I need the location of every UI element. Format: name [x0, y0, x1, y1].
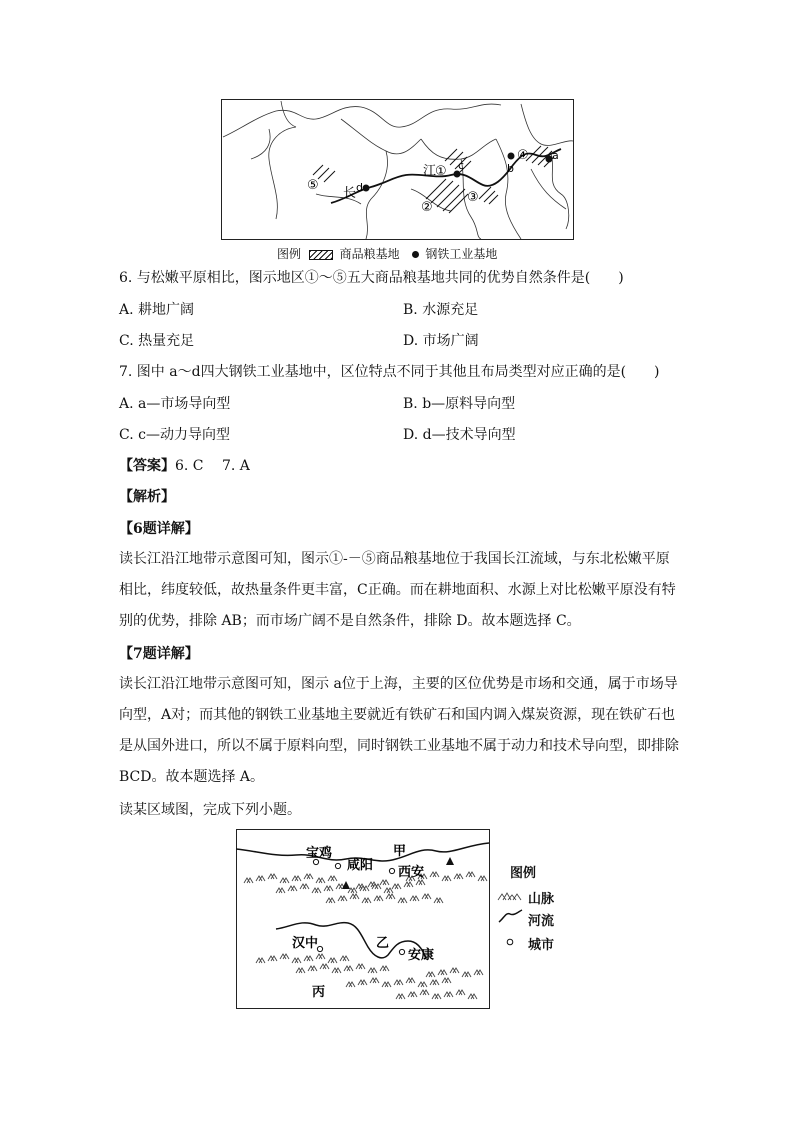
label-jia: 甲 — [393, 844, 407, 859]
label-jiang: 江 — [423, 164, 437, 179]
q6-option-b: B. 水源充足 — [403, 302, 479, 318]
label-xianyang: 咸阳 — [347, 858, 374, 873]
steel-base-b — [508, 153, 515, 160]
city-ankang-dot — [399, 949, 404, 954]
city-xianyang-dot — [335, 863, 340, 868]
label-d: d — [356, 181, 363, 194]
legend2-river: 河流 — [528, 914, 555, 929]
label-c: c — [458, 159, 465, 172]
label-ankang: 安康 — [408, 948, 435, 963]
legend-title: 图例 — [277, 247, 302, 261]
label-n4: ④ — [517, 148, 529, 163]
region-map-legend — [496, 858, 566, 958]
legend2-mountain: 山脉 — [528, 892, 555, 907]
region-map-svg — [236, 829, 490, 1009]
q7-stem: 7. 图中 a～d四大钢铁工业基地中，区位特点不同于其他且布局类型对应正确的是( ) — [119, 364, 660, 380]
legend2-title: 图例 — [510, 866, 537, 881]
label-n3: ③ — [467, 190, 479, 205]
yangtze-map-svg — [221, 99, 574, 240]
label-xian: 西安 — [398, 865, 425, 880]
label-yi: 乙 — [376, 936, 390, 951]
q7-option-b: B. b—原料导向型 — [403, 396, 516, 412]
q6-option-a: A. 耕地广阔 — [119, 302, 195, 318]
label-a: a — [552, 149, 559, 162]
label-n2: ② — [421, 200, 433, 215]
mountain-legend-icon — [496, 888, 524, 902]
intro-text: 读某区域图，完成下列小题。 — [119, 802, 301, 818]
legend-grain: 商品粮基地 — [339, 247, 400, 261]
detail-6-text: 读长江沿江地带示意图可知，图示①-－⑤商品粮基地位于我国长江流域，与东北松嫩平原相比，纬度较低，故热量条件更丰富，C正确。而在耕地面积、水源上对比松嫩平原没有特别的优势，排除 AB；而市场广阔不是自然条件，排除 D。故本题选择 C。 — [119, 551, 676, 629]
label-n1: ① — [435, 164, 447, 179]
label-hanzhong: 汉中 — [292, 936, 319, 951]
q7-option-d: D. d—技术导向型 — [403, 427, 516, 443]
analysis-label: 【解析】 — [119, 489, 175, 505]
label-n5: ⑤ — [307, 178, 319, 193]
q6-stem: 6. 与松嫩平原相比，图示地区①～⑤五大商品粮基地共同的优势自然条件是( ) — [119, 270, 624, 286]
steel-base-d — [363, 185, 370, 192]
region-map — [236, 829, 490, 1009]
city-hanzhong-dot — [317, 946, 322, 951]
grain-hatch-icon — [309, 250, 333, 260]
city-legend-icon — [504, 936, 516, 948]
q6-option-d: D. 市场广阔 — [403, 333, 479, 349]
river-legend-icon — [496, 908, 524, 926]
detail-7-label: 【7题详解】 — [119, 646, 199, 662]
detail-6-label: 【6题详解】 — [119, 521, 199, 537]
label-b: b — [507, 162, 514, 175]
city-xian-dot — [389, 868, 394, 873]
q6-option-c: C. 热量充足 — [119, 333, 195, 349]
yangtze-map-legend — [277, 245, 497, 262]
label-bing: 丙 — [312, 985, 326, 1000]
legend2-city: 城市 — [528, 938, 555, 953]
label-baoji: 宝鸡 — [306, 846, 333, 861]
answer-label: 【答案】 — [119, 458, 175, 474]
answer-line — [119, 456, 250, 476]
q7-option-a: A. a—市场导向型 — [119, 396, 231, 412]
yangtze-map — [221, 99, 574, 240]
detail-7-text: 读长江沿江地带示意图可知，图示 a位于上海，主要的区位优势是市场和交通，属于市场导向型，A对；而其他的钢铁工业基地主要就近有铁矿石和国内调入煤炭资源，现在铁矿石也是从国外进口，所以不属于原料向型，同时钢铁工业基地不属于动力和技术导向型，即排除 BCD。故本题选择 A。 — [119, 676, 679, 785]
answer-value: 6. C 7. A — [175, 458, 250, 474]
q7-option-c: C. c—动力导向型 — [119, 427, 230, 443]
label-chang: 长 — [343, 186, 357, 201]
steel-dot-icon — [412, 251, 419, 258]
legend-steel: 钢铁工业基地 — [425, 247, 498, 261]
